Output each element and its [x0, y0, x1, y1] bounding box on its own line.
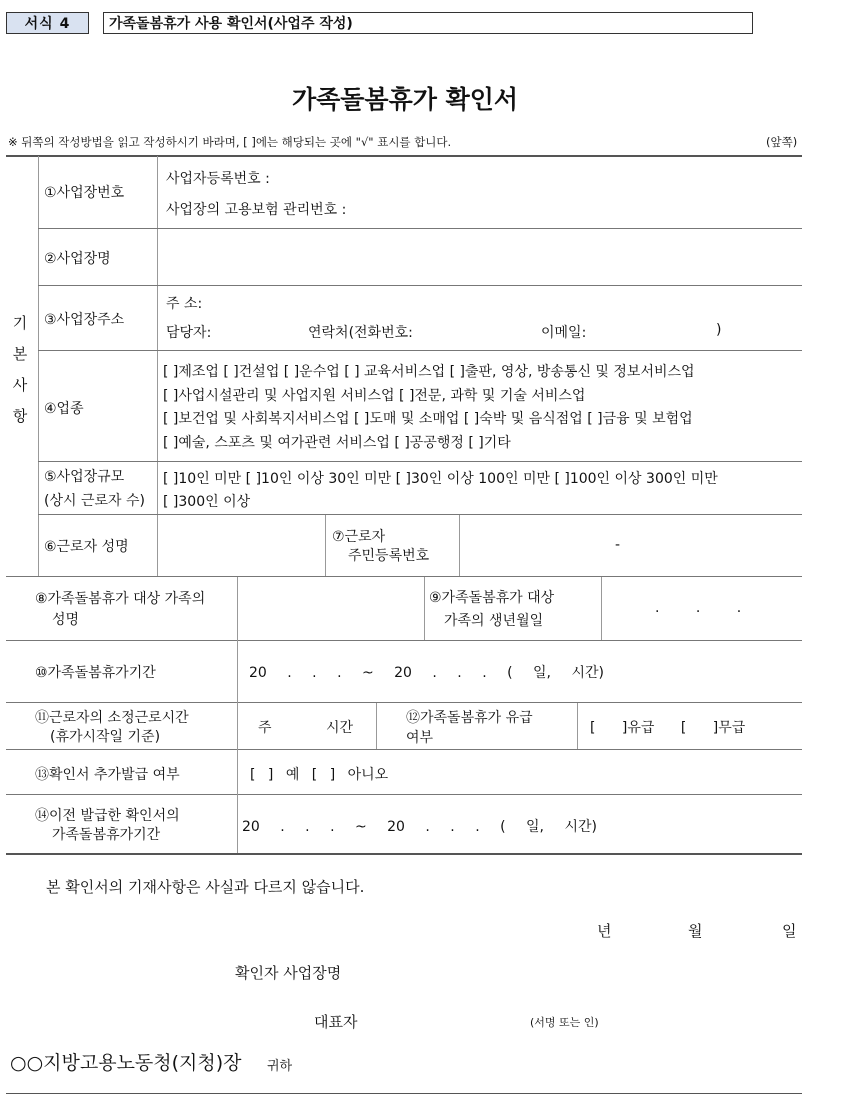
industry-options-line[interactable]: [ ]보건업 및 사회복지서비스업 [ ]도매 및 소매업 [ ]숙박 및 음식점업 [ ]금융 및 보험업	[163, 411, 693, 427]
row-divider	[6, 576, 802, 577]
page-side-label: (앞쪽)	[766, 135, 798, 149]
label-divider-lower	[237, 577, 238, 853]
label-family-birth: ⑨가족돌봄휴가 대상	[429, 590, 555, 606]
form-description: 가족돌봄휴가 사용 확인서(사업주 작성)	[103, 12, 753, 34]
label-previous-period-2: 가족돌봄휴가기간	[52, 827, 161, 843]
insurance-number-field[interactable]: 사업장의 고용보험 관리번호 :	[166, 202, 347, 218]
recipient-suffix: 귀하	[267, 1059, 293, 1074]
instruction-notice: ※ 뒤쪽의 작성방법을 읽고 작성하시기 바라며, [ ]에는 해당되는 곳에 "√" 표시를 합니다.	[8, 135, 452, 149]
paren-close: )	[716, 322, 722, 338]
paid-leave-options[interactable]: [ ]유급 [ ]무급	[590, 720, 746, 736]
confirmation-statement: 본 확인서의 기재사항은 사실과 다르지 않습니다.	[46, 878, 365, 896]
size-options-line[interactable]: [ ]10인 미만 [ ]10인 이상 30인 미만 [ ]30인 이상 100인 미만 [ ]100인 이상 300인 미만	[163, 471, 718, 487]
label-leave-period: ⑩가족돌봄휴가기간	[35, 665, 156, 681]
label-working-hours-2: (휴가시작일 기준)	[50, 729, 161, 745]
label-divider	[157, 156, 158, 576]
industry-options-line[interactable]: [ ]예술, 스포츠 및 여가관련 서비스업 [ ]공공행정 [ ]기타	[163, 435, 511, 451]
representative-label[interactable]: 대표자	[314, 1013, 358, 1031]
label-paid-leave-2: 여부	[406, 730, 434, 746]
row-divider	[6, 794, 802, 795]
recipient-office: ○○지방고용노동청(지청)장	[10, 1052, 242, 1074]
leave-period-field[interactable]: 20 . . . ~ 20 . . . ( 일, 시간)	[249, 665, 604, 681]
worker-name-field[interactable]	[160, 518, 322, 572]
label-family-birth-2: 가족의 생년월일	[444, 613, 544, 629]
bottom-rule	[6, 1093, 802, 1094]
table-top-border	[6, 155, 802, 157]
label-working-hours: ⑪근로자의 소정근로시간	[35, 710, 189, 726]
label-industry: ④업종	[44, 401, 84, 417]
cell-divider	[376, 703, 377, 749]
label-business-size: ⑤사업장규모	[44, 469, 125, 485]
family-birth-field[interactable]: . . .	[655, 600, 758, 616]
manager-field[interactable]: 담당자:	[166, 325, 212, 341]
form-number-badge: 서식 4	[6, 12, 89, 34]
date-year[interactable]: 년	[597, 922, 612, 940]
row-divider	[38, 514, 802, 515]
industry-options-line[interactable]: [ ]사업시설관리 및 사업지원 서비스업 [ ]전문, 과학 및 기술 서비스업	[163, 388, 586, 404]
cell-divider	[577, 703, 578, 749]
reissue-options[interactable]: [ ] 예 [ ] 아니오	[250, 767, 389, 783]
row-divider	[38, 228, 802, 229]
label-business-number: ①사업장번호	[44, 185, 125, 201]
row-divider	[6, 640, 802, 641]
worker-id-field[interactable]: -	[615, 537, 621, 553]
row-divider	[6, 749, 802, 750]
label-worker-name: ⑥근로자 성명	[44, 539, 129, 555]
cell-divider	[601, 577, 602, 640]
table-bottom-border	[6, 853, 802, 855]
section-label-basic-info: 기본사항	[12, 314, 28, 425]
family-name-field[interactable]	[240, 580, 422, 638]
label-business-name: ②사업장명	[44, 251, 111, 267]
date-month[interactable]: 월	[688, 922, 703, 940]
label-family-name: ⑧가족돌봄휴가 대상 가족의	[35, 591, 206, 607]
cell-divider	[424, 577, 425, 640]
row-divider	[38, 285, 802, 286]
address-field[interactable]: 주 소:	[166, 296, 203, 312]
page-title: 가족돌봄휴가 확인서	[291, 85, 519, 114]
previous-period-field[interactable]: 20 . . . ~ 20 . . . ( 일, 시간)	[242, 819, 597, 835]
signature-note: (서명 또는 인)	[530, 1016, 599, 1029]
label-paid-leave: ⑫가족돌봄휴가 유급	[406, 710, 533, 726]
label-business-size-note: (상시 근로자 수)	[44, 493, 145, 509]
date-day[interactable]: 일	[782, 922, 797, 940]
business-name-field[interactable]	[160, 232, 800, 282]
size-options-line[interactable]: [ ]300인 이상	[163, 494, 251, 510]
label-previous-period: ⑭이전 발급한 확인서의	[35, 808, 180, 824]
industry-options-line[interactable]: [ ]제조업 [ ]건설업 [ ]운수업 [ ] 교육서비스업 [ ]출판, 영상, 방송통신 및 정보서비스업	[163, 364, 695, 380]
label-family-name-2: 성명	[52, 612, 80, 628]
phone-field[interactable]: 연락처(전화번호:	[308, 325, 413, 341]
label-worker-id: ⑦근로자	[332, 529, 386, 545]
label-worker-id-2: 주민등록번호	[348, 548, 430, 564]
label-reissue: ⑬확인서 추가발급 여부	[35, 767, 180, 783]
section-divider	[38, 156, 39, 576]
cell-divider	[325, 515, 326, 576]
label-business-address: ③사업장주소	[44, 312, 125, 328]
working-hours-field[interactable]: 주 시간	[258, 720, 354, 736]
row-divider	[38, 350, 802, 351]
confirmer-business-name[interactable]: 확인자 사업장명	[235, 964, 342, 982]
row-divider	[6, 702, 802, 703]
row-divider	[38, 461, 802, 462]
cell-divider	[459, 515, 460, 576]
business-reg-number-field[interactable]: 사업자등록번호 :	[166, 171, 270, 187]
email-field[interactable]: 이메일:	[541, 325, 587, 341]
